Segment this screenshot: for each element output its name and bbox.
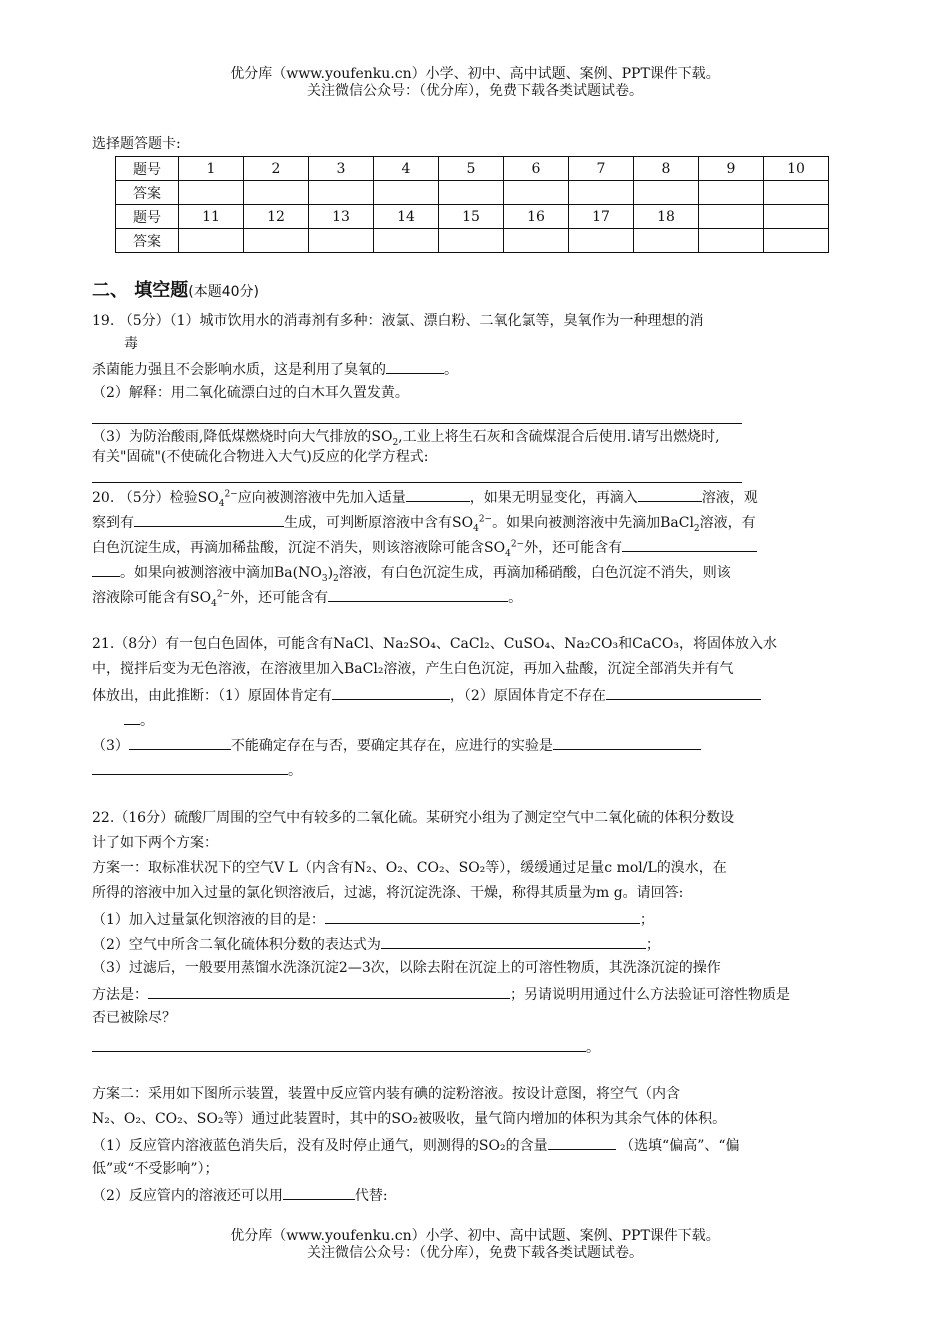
q22-line: 方案二：采用如下图所示装置，装置中反应管内装有碘的淀粉溶液。按设计意图，将空气（内含 [92, 1086, 680, 1102]
q21-line [92, 734, 701, 756]
q20-line [92, 486, 758, 508]
answer-cell[interactable] [439, 181, 504, 205]
q21-text: 。 [140, 713, 154, 729]
q22-line: （3）过滤后，一般要用蒸馏水洗涤沉淀2—3次，以除去附在沉淀上的可溶性物质，其洗涤沉淀的操作 [92, 960, 721, 976]
q21-text: ，（2）原固体肯定不存在 [449, 688, 606, 704]
q20-text: 。如果向被测溶液中先滴加BaCl [492, 515, 694, 531]
q20-sub: 4 [218, 498, 225, 509]
q22-line [92, 983, 790, 1005]
q22-text: ；另请说明用通过什么方法验证可溶性物质是 [510, 987, 790, 1003]
q20-line [92, 511, 756, 533]
q19-blank-1[interactable] [386, 358, 444, 374]
q20-line [92, 536, 757, 558]
q20-text: 应向被测溶液中先加入适量 [237, 490, 406, 506]
q21-text: 。 [288, 763, 302, 779]
answer-cell[interactable] [179, 229, 244, 253]
q19-line: 19. （5分）（1）城市饮用水的消毒剂有多种：液氯、漂白粉、二氧化氯等，臭氧作为一种理想的消 [92, 313, 704, 329]
q20-text: 外，还可能含有 [230, 590, 329, 606]
q20-blank-2[interactable] [638, 486, 702, 502]
q20-line [92, 586, 522, 608]
answer-cell[interactable] [244, 181, 309, 205]
q22-line: N₂、O₂、CO₂、SO₂等）通过此装置时，其中的SO₂被吸收，量气筒内增加的体积为其余气体的体积。 [92, 1111, 727, 1127]
q20-blank-5[interactable] [328, 586, 508, 602]
q19-line: 毒 [124, 336, 138, 352]
q22-text: 。 [586, 1040, 600, 1056]
q22-text: （1）加入过量氯化钡溶液的目的是： [92, 912, 325, 928]
q20-text: 白色沉淀生成，再滴加稀盐酸，沉淀不消失，则该溶液除可能含SO [92, 540, 506, 556]
q21-blank-3[interactable] [129, 734, 231, 750]
q19-line [92, 427, 720, 447]
table-cell: 12 [244, 205, 309, 229]
q20-text: 溶液除可能含有SO [92, 590, 212, 606]
table-cell [699, 205, 764, 229]
q20-sub: 2 [333, 573, 339, 584]
table-cell: 13 [309, 205, 374, 229]
answer-cell[interactable] [699, 181, 764, 205]
q22-blank-4[interactable] [92, 1036, 586, 1052]
q21-blank-2b[interactable] [124, 709, 140, 725]
answer-card-title: 选择题答题卡: [92, 136, 181, 152]
table-cell: 8 [634, 157, 699, 181]
q20-text: 外，还可能含有 [524, 540, 623, 556]
q20-sup: 2− [510, 539, 525, 550]
q20-sub: 4 [473, 523, 479, 534]
q22-text: （2）空气中所含二氧化硫体积分数的表达式为 [92, 937, 381, 953]
answer-cell[interactable] [504, 229, 569, 253]
section-score: (本题40分) [188, 284, 260, 300]
table-cell: 题号 [116, 205, 179, 229]
header-line-1: 优分库（www.youfenku.cn）小学、初中、高中试题、案例、PPT课件下载。 [230, 66, 720, 82]
q22-line: 否已被除尽？ [92, 1010, 176, 1026]
q19-line: （2）解释：用二氧化硫漂白过的白木耳久置发黄。 [92, 385, 409, 401]
q22-line: 计了如下两个方案： [92, 835, 218, 851]
table-row [116, 157, 829, 181]
table-cell: 17 [569, 205, 634, 229]
table-row [116, 229, 829, 253]
answer-cell[interactable] [309, 181, 374, 205]
q22-text: 代替: [354, 1188, 388, 1204]
q20-line [92, 561, 731, 583]
answer-cell[interactable] [439, 229, 504, 253]
q22-blank-2[interactable] [381, 933, 646, 949]
q19-text: （3）为防治酸雨,降低煤燃烧时向大气排放的SO [92, 429, 393, 445]
q21-line [92, 684, 761, 706]
q20-blank-4[interactable] [622, 536, 757, 552]
q22-line: 低”或“不受影响”）； [92, 1161, 219, 1177]
table-cell: 16 [504, 205, 569, 229]
footer-line-2: 关注微信公众号：（优分库），免费下载各类试题试卷。 [307, 1245, 643, 1261]
q21-text: 不能确定存在与否，要确定其存在，应进行的实验是 [230, 738, 553, 754]
table-cell: 答案 [116, 229, 179, 253]
q22-line [92, 908, 654, 930]
q22-line: 所得的溶液中加入过量的氯化钡溶液后，过滤，将沉淀洗涤、干燥，称得其质量为m g。请回答: [92, 885, 684, 901]
table-cell: 6 [504, 157, 569, 181]
table-cell: 15 [439, 205, 504, 229]
q22-text: ； [639, 912, 654, 928]
q20-sub: 4 [211, 598, 217, 609]
q20-text: ，如果无明显变化，再滴入 [469, 490, 638, 506]
table-cell: 10 [764, 157, 829, 181]
q22-blank-6[interactable] [283, 1184, 355, 1200]
q20-text: 20. （5分）检验SO [92, 490, 219, 506]
q22-blank-5[interactable] [548, 1134, 616, 1150]
q20-blank-3[interactable] [134, 511, 284, 527]
q22-text: （选填“偏高”、“偏 [620, 1138, 740, 1154]
q19-text: ,工业上将生石灰和含硫煤混合后使用.请写出燃烧时, [398, 429, 720, 445]
answer-cell[interactable] [764, 229, 829, 253]
answer-cell[interactable] [244, 229, 309, 253]
q20-sub: 2 [693, 523, 700, 534]
q22-line [92, 1036, 600, 1058]
answer-card-table [115, 156, 829, 253]
footer-line-1: 优分库（www.youfenku.cn）小学、初中、高中试题、案例、PPT课件下载。 [230, 1228, 720, 1244]
q22-text: （1）反应管内溶液蓝色消失后，没有及时停止通气，则测得的SO₂的含量 [92, 1138, 548, 1154]
answer-cell[interactable] [504, 181, 569, 205]
q22-line [92, 933, 660, 955]
q22-line [92, 1134, 740, 1156]
q21-line [124, 709, 154, 731]
table-cell: 2 [244, 157, 309, 181]
table-cell: 3 [309, 157, 374, 181]
q22-line: 方案一：取标准状况下的空气V L（内含有N₂、O₂、CO₂、SO₂等），缓缓通过足量c mol/L的溴水，在 [92, 860, 727, 876]
q20-text: 溶液，观 [701, 490, 758, 506]
answer-cell[interactable] [309, 229, 374, 253]
q21-blank-1[interactable] [332, 684, 450, 700]
q22-blank-1[interactable] [325, 908, 640, 924]
q21-line [92, 759, 302, 781]
table-cell: 11 [179, 205, 244, 229]
answer-cell[interactable] [569, 181, 634, 205]
q21-blank-4b[interactable] [92, 759, 288, 775]
q19-answer-line[interactable] [92, 423, 742, 424]
q22-blank-3[interactable] [148, 983, 510, 999]
q19-line [92, 358, 458, 380]
page-header [0, 66, 950, 100]
page-footer [0, 1228, 950, 1262]
q20-blank-4b[interactable] [92, 561, 120, 577]
q20-text: 溶液，有白色沉淀生成，再滴加稀硝酸，白色沉淀不消失，则该 [338, 565, 731, 581]
q20-text: 察到有 [92, 515, 134, 531]
table-cell: 题号 [116, 157, 179, 181]
table-cell: 7 [569, 157, 634, 181]
table-row [116, 181, 829, 205]
table-cell: 18 [634, 205, 699, 229]
q21-line: 中，搅拌后变为无色溶液，在溶液里加入BaCl₂溶液，产生白色沉淀，再加入盐酸，沉淀全部消失并有气 [92, 661, 734, 677]
table-row [116, 205, 829, 229]
q19-text: 杀菌能力强且不会影响水质，这是利用了臭氧的 [92, 362, 386, 378]
answer-cell[interactable] [374, 229, 439, 253]
table-cell: 答案 [116, 181, 179, 205]
q20-sup: 2− [224, 489, 238, 500]
answer-cell[interactable] [374, 181, 439, 205]
table-cell: 4 [374, 157, 439, 181]
q21-text: （3） [92, 738, 129, 754]
q20-sup: 2− [216, 589, 231, 600]
table-cell: 14 [374, 205, 439, 229]
q20-text: 生成，可判断原溶液中含有SO [284, 515, 474, 531]
answer-cell[interactable] [699, 229, 764, 253]
q22-text: 方法是： [92, 987, 148, 1003]
q19-text: 。 [444, 362, 458, 378]
q22-line [92, 1184, 388, 1206]
answer-cell[interactable] [764, 181, 829, 205]
q20-blank-1[interactable] [406, 486, 470, 502]
q20-text: ) [327, 565, 334, 581]
q20-sub: 4 [505, 548, 511, 559]
table-cell: 1 [179, 157, 244, 181]
header-line-2: 关注微信公众号：（优分库），免费下载各类试题试卷。 [307, 83, 643, 99]
table-cell: 9 [699, 157, 764, 181]
q22-text: ； [645, 937, 660, 953]
q22-text: （2）反应管内的溶液还可以用 [92, 1188, 283, 1204]
q20-text: 。如果向被测溶液中滴加Ba(NO [120, 565, 322, 581]
answer-cell[interactable] [569, 229, 634, 253]
q19-line: 有关"固硫"(不使硫化合物进入大气)反应的化学方程式: [92, 449, 429, 465]
answer-cell[interactable] [634, 229, 699, 253]
q21-line: 21.（8分）有一包白色固体，可能含有NaCl、Na₂SO₄、CaCl₂、CuSO₄、Na₂CO₃和CaCO₃，将固体放入水 [92, 636, 777, 652]
q21-blank-2[interactable] [606, 684, 761, 700]
q20-sup: 2− [478, 514, 493, 525]
q20-text: 溶液，有 [699, 515, 756, 531]
q21-blank-4[interactable] [553, 734, 701, 750]
q20-text: 。 [508, 590, 523, 606]
q20-sub: 3 [321, 573, 328, 584]
q21-text: 体放出，由此推断：（1）原固体肯定有 [92, 688, 332, 704]
answer-cell[interactable] [634, 181, 699, 205]
table-cell: 5 [439, 157, 504, 181]
q19-answer-line[interactable] [92, 482, 742, 483]
table-cell [764, 205, 829, 229]
q19-sub: 2 [392, 437, 399, 448]
q22-line: 22.（16分）硫酸厂周围的空气中有较多的二氧化硫。某研究小组为了测定空气中二氧化硫的体积分数设 [92, 810, 735, 826]
answer-cell[interactable] [179, 181, 244, 205]
section-title-text: 二、 填空题 [92, 280, 189, 301]
section-title [92, 276, 259, 302]
